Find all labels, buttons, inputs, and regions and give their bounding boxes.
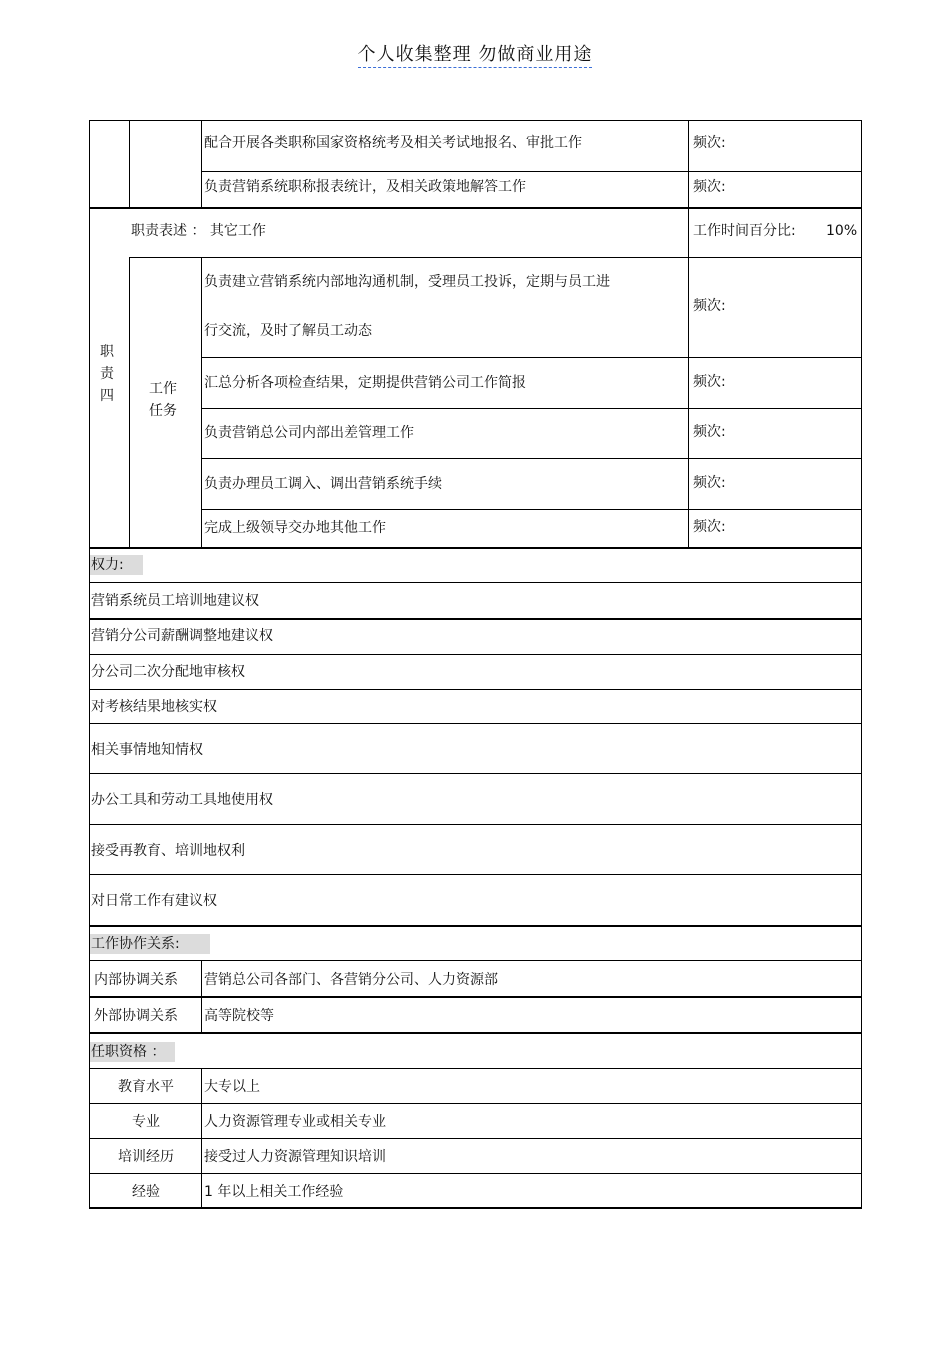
page-header xyxy=(0,40,950,66)
rule xyxy=(202,357,862,358)
power-item: 营销分公司薪酬调整地建议权 xyxy=(91,628,273,644)
rule xyxy=(89,1032,862,1034)
rule xyxy=(89,654,862,655)
frequency-label: 频次: xyxy=(693,298,726,314)
header-title: 个人收集整理 勿做商业用途 xyxy=(358,44,593,68)
power-item: 相关事情地知情权 xyxy=(91,742,203,758)
relation-label: 内部协调关系 xyxy=(94,972,178,988)
frequency-label: 频次: xyxy=(693,424,726,440)
task-text: 配合开展各类职称国家资格统考及相关考试地报名、审批工作 xyxy=(204,135,582,151)
rule xyxy=(202,408,862,409)
rule xyxy=(89,689,862,690)
power-item: 对日常工作有建议权 xyxy=(91,893,217,909)
relations-heading: 工作协作关系: xyxy=(91,936,180,952)
qualification-value: 接受过人力资源管理知识培训 xyxy=(204,1149,386,1165)
task-group-label xyxy=(141,378,185,422)
relation-value: 高等院校等 xyxy=(204,1008,274,1024)
rule xyxy=(202,171,862,172)
rule xyxy=(89,773,862,774)
rule xyxy=(89,1068,862,1069)
rule xyxy=(201,257,202,548)
rule xyxy=(89,618,862,620)
rule xyxy=(202,458,862,459)
duty-label-char: 职 xyxy=(100,344,114,360)
rule xyxy=(861,547,862,1209)
task-text: 汇总分析各项检查结果，定期提供营销公司工作简报 xyxy=(204,375,526,391)
duty-label-char: 责 xyxy=(100,366,114,382)
rule xyxy=(89,960,862,961)
rule xyxy=(89,1138,862,1139)
qualification-value: 1 年以上相关工作经验 xyxy=(204,1184,344,1200)
rule xyxy=(89,723,862,724)
rule xyxy=(89,547,862,549)
time-percent-value: 10% xyxy=(826,223,858,239)
rule xyxy=(861,120,862,548)
rule xyxy=(89,824,862,825)
qualification-label: 专业 xyxy=(132,1114,160,1130)
task-group-label-line: 工作 xyxy=(149,381,177,397)
frequency-label: 频次: xyxy=(693,475,726,491)
task-text: 负责营销系统职称报表统计，及相关政策地解答工作 xyxy=(204,179,526,195)
power-item: 营销系统员工培训地建议权 xyxy=(91,593,259,609)
rule xyxy=(89,120,862,121)
task-text: 负责营销总公司内部出差管理工作 xyxy=(204,425,414,441)
qualifications-heading: 任职资格 ： xyxy=(91,1044,166,1060)
duty-label xyxy=(97,341,117,407)
frequency-label: 频次: xyxy=(693,519,726,535)
relation-value: 营销总公司各部门、各营销分公司、人力资源部 xyxy=(204,972,498,988)
relation-label: 外部协调关系 xyxy=(94,1008,178,1024)
qualification-value: 大专以上 xyxy=(204,1079,260,1095)
rule xyxy=(89,1103,862,1104)
rule xyxy=(201,1068,202,1208)
powers-heading: 权力: xyxy=(91,557,124,573)
duty-statement: 职责表述 ： 其它工作 xyxy=(131,223,266,239)
rule xyxy=(89,1207,862,1209)
task-text: 完成上级领导交办地其他工作 xyxy=(204,520,386,536)
frequency-label: 频次: xyxy=(693,135,726,151)
rule xyxy=(201,120,202,208)
rule xyxy=(89,120,90,548)
rule xyxy=(129,257,130,548)
power-item: 对考核结果地核实权 xyxy=(91,699,217,715)
rule xyxy=(89,207,862,209)
rule xyxy=(688,208,689,258)
rule xyxy=(89,1173,862,1174)
rule xyxy=(89,874,862,875)
qualification-value: 人力资源管理专业或相关专业 xyxy=(204,1114,386,1130)
task-text: 负责建立营销系统内部地沟通机制，受理员工投诉，定期与员工进 xyxy=(204,274,610,290)
task-group-label-line: 任务 xyxy=(149,403,177,419)
rule xyxy=(89,582,862,583)
rule xyxy=(89,547,90,1209)
duty-label-char: 四 xyxy=(100,388,114,404)
qualification-label: 培训经历 xyxy=(118,1149,174,1165)
rule xyxy=(688,257,689,548)
rule xyxy=(89,996,862,998)
qualification-label: 经验 xyxy=(132,1184,160,1200)
power-item: 办公工具和劳动工具地使用权 xyxy=(91,792,273,808)
rule xyxy=(129,120,130,208)
power-item: 接受再教育、培训地权利 xyxy=(91,843,245,859)
task-text: 负责办理员工调入、调出营销系统手续 xyxy=(204,476,442,492)
power-item: 分公司二次分配地审核权 xyxy=(91,664,245,680)
rule xyxy=(129,257,862,258)
rule xyxy=(202,509,862,510)
rule xyxy=(688,120,689,208)
qualification-label: 教育水平 xyxy=(118,1079,174,1095)
rule xyxy=(201,960,202,1032)
task-text: 行交流，及时了解员工动态 xyxy=(204,323,372,339)
time-percent-label: 工作时间百分比: xyxy=(693,223,796,239)
rule xyxy=(89,925,862,927)
frequency-label: 频次: xyxy=(693,374,726,390)
frequency-label: 频次: xyxy=(693,179,726,195)
